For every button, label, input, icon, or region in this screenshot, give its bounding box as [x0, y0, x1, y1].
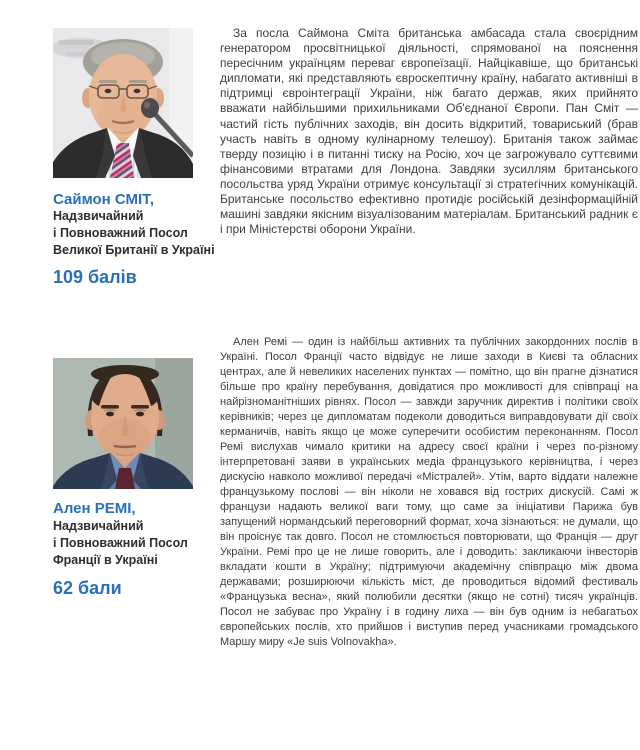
portrait-alain-remy-photo: [53, 358, 193, 489]
ambassador-title-line: Надзвичайний: [53, 519, 144, 533]
portrait-simon-smith-illustration: [53, 28, 193, 178]
ambassador-title-line: Франції в Україні: [53, 553, 158, 567]
ambassador-title-line: і Повноважний Посол: [53, 226, 188, 240]
score-label: 62 бали: [53, 578, 122, 598]
ambassador-title: [53, 518, 223, 569]
portrait-alain-remy-illustration: [53, 358, 193, 489]
ambassador-title-line: Великої Британії в Україні: [53, 243, 215, 257]
ambassador-title: [53, 208, 223, 259]
ambassador-name: Ален РЕМІ,: [53, 500, 136, 517]
ambassador-name: Саймон СМІТ,: [53, 191, 154, 208]
profile-paragraph: Ален Ремі — один із найбільш активних та публічних закордонних послів в Україні. Посол Франції часто відвідує не лише заходи в Києві та обласних центрах, але й невеликих населених пунктах — помітно, що він прагне дізнатися більше про країну перебування, довідатися про можливості для співпраці на найрізноманітніших рівнях. Посол — завжди заручник директив і політики своїх керівників; через це дипломатам подеколи доводиться виправдовувати дії своїх керманичів, навіть якщо це може суперечити особистим переконанням. Посол Ремі вислухав чимало критики на адресу своєї країни і через по-різному інтерпретовані заяви в українських медіа французького керівництва, і через дискусію навколо можливої передачі «Містралей». Утім, варто віддати належне французькому послові — він ніколи не ховався від гострих дискусій. Самі ж французи надають великої ваги тому, що саме за ініціативи Парижа був запущений нормандський переговорний формат, хоча зізнаються: не думали, що він проіснує так довго. Посол не стомлюється повторювати, що Франція — друг України. Ремі про це не лише говорить, але і доводить: закликаючи інвесторів вкладати кошти в Україну; підтримуючи академічну співпрацю між двома державами; розширюючи кількість міст, де проводиться відомий фестиваль «Французька весна», який полюбили десятки (якщо не сотні) тисяч українців. Посол не забуває про Україну і в годину лиха — він був одним із небагатьох європейських послів, хто прийшов і виступив перед учасниками громадського Маршу миру «Je suis Volnovakha».: [220, 336, 638, 648]
ambassador-title-line: і Повноважний Посол: [53, 536, 188, 550]
portrait-simon-smith-photo: [53, 28, 193, 178]
score-label: 109 балів: [53, 267, 137, 287]
profile-paragraph: За посла Саймона Сміта британська амбасада стала своєрідним генератором просвітницької діяльності, спрямованої на пояснення пересічним українцям переваг європеїзації. Найцікавіше, що британські дипломати, які представляють євроскептичну країну, набагато активніші в підтримці євроінтеграції України, ніж багато держав, яких прийнято вважати найбільшими прихильниками Об'єднаної Європи. Пан Сміт — частий гість публічних заходів, він досить відкритий, товариський (брав участь навіть в одному кулінарному телешоу). Британія також займає тверду позицію і в питанні тиску на Росію, хоч це загрожувало суттєвими фінансовими втратами для Лондона. Завдяки зусиллям британського посольства уряд України отримує консультації зі стратегічних комунікацій. Британське посольство ефективно протидіє російській дезінформаційній машині завдяки якісним візуалізованим матеріалам. Британський радник є і при Міністерстві оборони України.: [220, 26, 638, 237]
ambassador-title-line: Надзвичайний: [53, 209, 144, 223]
